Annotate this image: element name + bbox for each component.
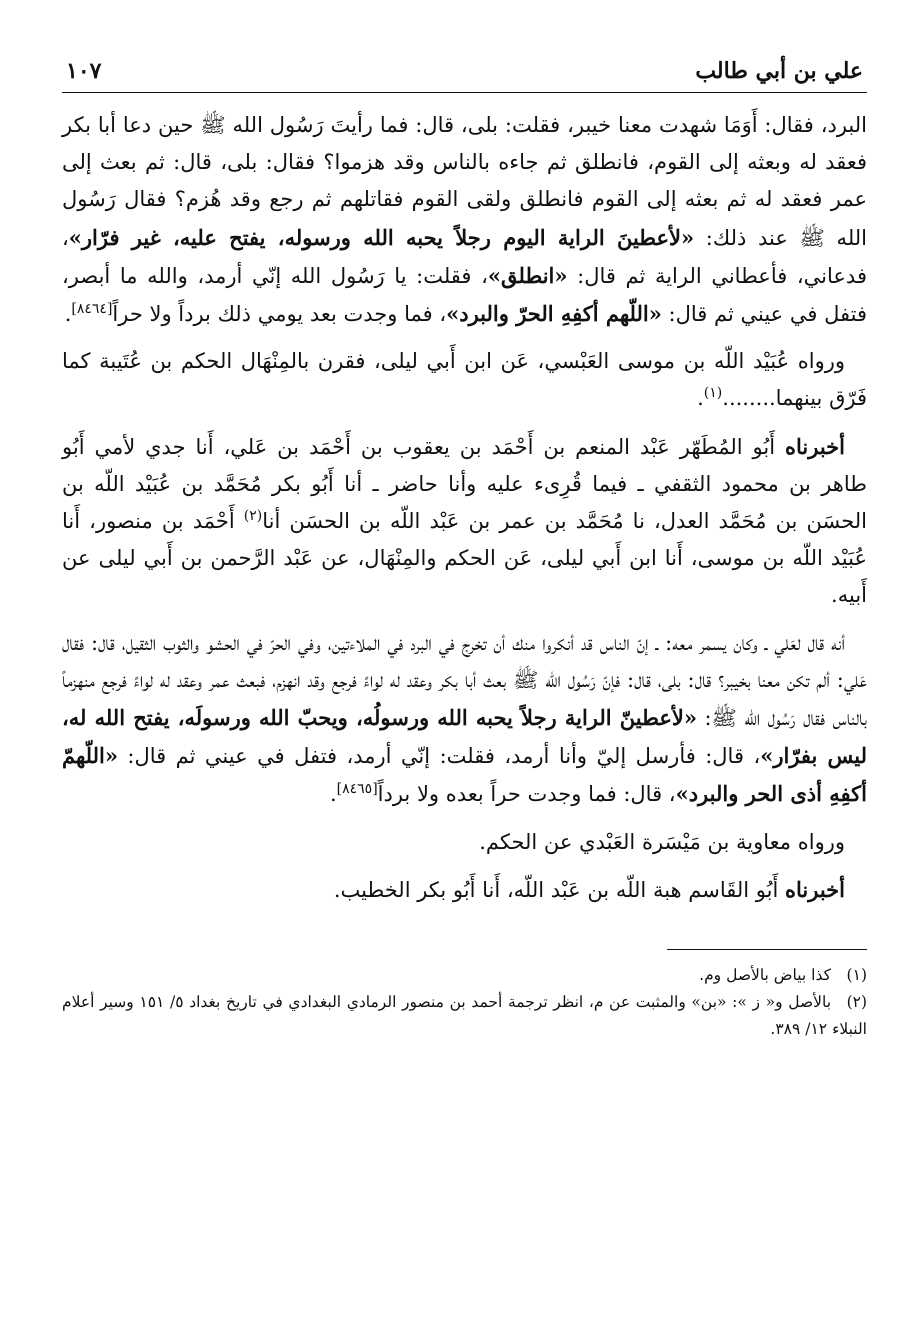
paragraph xyxy=(62,428,867,615)
text-run: أَبُو المُطَهّر عَبْد المنعم بن أَحْمَد بن يعقوب بن أَحْمَد بن عَلي، أَنا جدي لأمي أَبُو طاهر بن محمود الثقفي ـ فيما قُرِىء عليه وأنا حاضر ـ أنا أَبُو بكر مُحَمَّد بن عُبَيْد اللّه بن الحسَن بن مُحَمَّد العدل، نا مُحَمَّد بن عمر بن عَبْد اللّه بن الحسَن أنا xyxy=(62,434,867,534)
reference-mark: (٢) xyxy=(243,508,263,525)
paragraph xyxy=(62,625,867,814)
bold-phrase: «لأعطينّ الراية رجلاً يحبه الله ورسولُه، ويحبّ الله ورسولَه، يفتح الله له، ليس بفرّار» xyxy=(62,705,867,769)
footnote-number: (١) xyxy=(846,966,867,985)
paragraph xyxy=(62,107,867,333)
text-run: ورواه معاوية بن مَيْسَرة العَبْدي عن الحكم. xyxy=(479,829,845,854)
text-run: . xyxy=(697,386,704,411)
footnote xyxy=(62,989,867,1043)
text-run: ، فدعاني، فأعطاني الراية ثم قال: xyxy=(62,225,867,288)
bold-phrase: «انطلق» xyxy=(487,262,568,288)
text-run: ورواه عُبَيْد اللّه بن موسى العَبْسي، عَن ابن أَبي ليلى، فقرن بالمِنْهَال الحكم بن عُتَيبة كما فَرّق بينهما........ xyxy=(62,349,867,411)
text-run: أنه قال لعَلي ـ وكان يسمر معه: ـ إنّ الناس قد أنكروا منك أن تخرج في البرد في الملاءتين، وفي الحرّ في الحشو والثوب الثقيل، قال: فقال عَلي: ألم تكن معنا بخيبر؟ قال: بلى، قال: فإنّ رَسُول الله ﷺ بعث أبا بكر وعقد له لواءً فرجع وقد انهزم، فبعث عمر وعقد له لواءً فرجع منهزماً بالناس فقال رَسُول الله ﷺ: xyxy=(62,630,867,731)
text-run: ، فقلت: يا رَسُول الله إنّي أرمد، والله ما أبصر، فتفل في عيني ثم قال: xyxy=(62,263,867,327)
main-text xyxy=(62,107,867,909)
text-run: أَبُو القَاسم هبة اللّه بن عَبْد اللّه، أَنا أَبُو بكر الخطيب. xyxy=(333,877,785,902)
bold-phrase: «اللّهم أكفِهِ الحرّ والبرد» xyxy=(446,301,662,327)
page-number: ١٠٧ xyxy=(66,58,102,84)
reference-mark: [٨٤٦٥] xyxy=(336,781,378,798)
paragraph xyxy=(62,871,867,909)
footnote xyxy=(62,962,867,989)
reference-mark: [٨٤٦٤] xyxy=(71,301,113,318)
text-run: ، قال: فما وجدت حراً بعده ولا برداً xyxy=(377,782,676,807)
footnote-text: كذا بياض بالأصل وم. xyxy=(699,966,831,985)
text-run: . xyxy=(64,302,72,327)
bold-phrase: «لأعطينَ الراية اليوم رجلاً يحبه الله ورسوله، يفتح عليه، غير فرّار» xyxy=(68,224,695,250)
text-run: ، فما وجدت بعد يومي ذلك برداً ولا حراً xyxy=(112,302,447,327)
footnote-divider xyxy=(667,949,867,950)
running-title: علي بن أبي طالب xyxy=(695,58,863,84)
paragraph xyxy=(62,343,867,417)
footnotes xyxy=(62,962,867,1043)
text-run: أَحْمَد بن منصور، أَنا عُبَيْد اللّه بن موسى، أَنا ابن أَبي ليلى، عَن الحكم والمِنْهَال، عن عَبْد الرَّحمن بن أَبي ليلى عن أَبيه. xyxy=(62,509,867,608)
text-run: . xyxy=(329,782,337,807)
running-header xyxy=(62,58,867,93)
footnote-text: بالأصل و« ز »: «بن» والمثبت عن م، انظر ترجمة أحمد بن منصور الرمادي البغدادي في تاريخ بغداد ٥/ ١٥١ وسير أعلام النبلاء ١٢/ ٣٨٩. xyxy=(62,993,867,1039)
text-run: البرد، فقال: أَوَمَا شهدت معنا خيبر، فقلت: بلى، قال: فما رأيتَ رَسُول الله ﷺ حين دعا أبا بكر فعقد له وبعثه إلى القوم، فانطلق ثم جاءه بالناس وقد هزموا؟ فقال: بلى، قال: ثم بعث إلى عمر فعقد له ثم بعثه إلى القوم فانطلق ولقى القوم فقاتلهم ثم رجع وقد هُزم؟ فقال رَسُول الله ﷺ عند ذلك: xyxy=(62,113,867,250)
paragraph xyxy=(62,824,867,861)
footnote-number: (٢) xyxy=(846,993,868,1012)
text-run: ، قال: فأرسل إليّ وأنا أرمد، فقلت: إنّي أرمد، فتفل في عيني ثم قال: xyxy=(117,744,761,769)
bold-phrase: أخبرناه xyxy=(785,876,845,902)
reference-mark: (١) xyxy=(703,385,723,402)
bold-phrase: «اللّهمّ أكفِهِ أذى الحر والبرد» xyxy=(62,743,867,807)
bold-phrase: أخبرناه xyxy=(785,433,845,459)
